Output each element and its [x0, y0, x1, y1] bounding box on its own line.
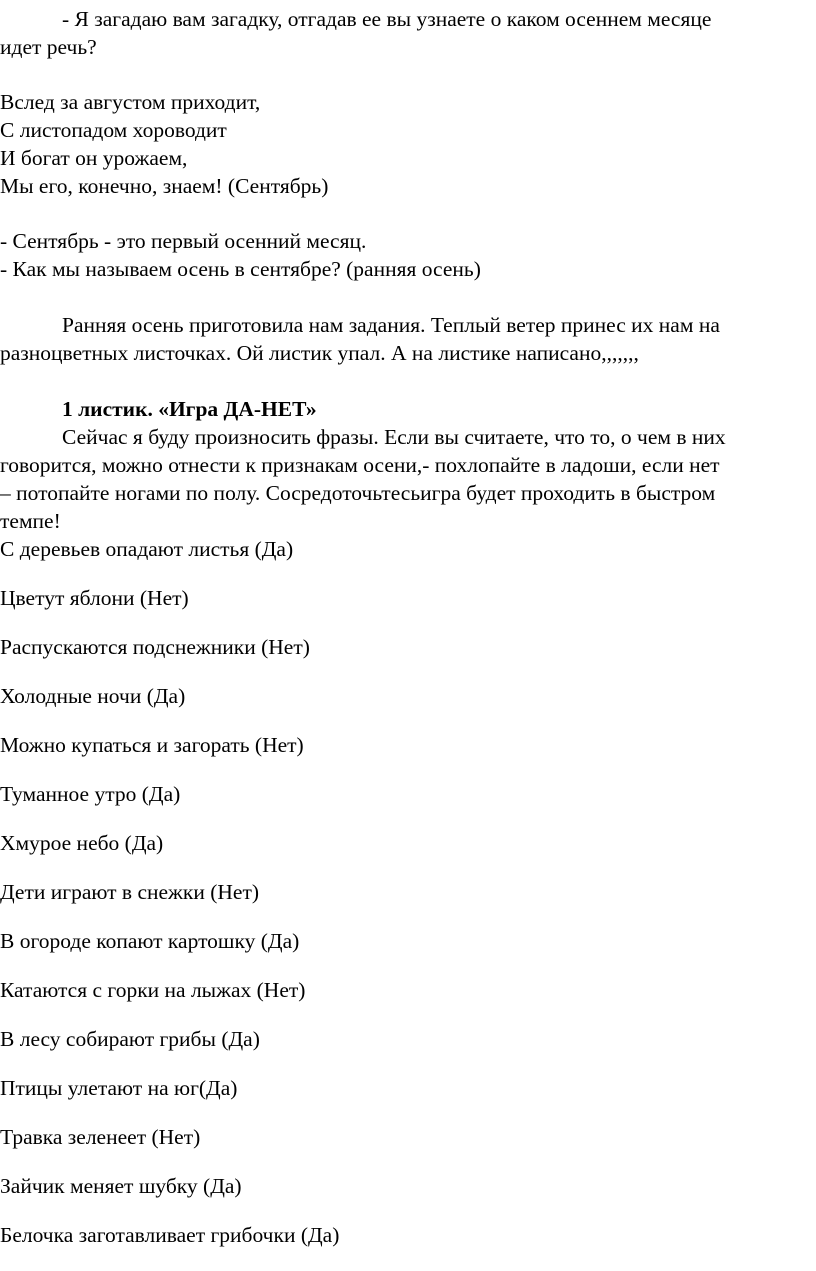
statement-item: Птицы улетают на юг(Да) [0, 1076, 238, 1100]
paragraph-line-2: разноцветных листочках. Ой листик упал. А на листике написано,,,,,,, [0, 341, 639, 365]
statement-item: Белочка заготавливает грибочки (Да) [0, 1223, 340, 1247]
statement-item: Катаются с горки на лыжах (Нет) [0, 978, 306, 1002]
game-instructions-line-3: – потопайте ногами по полу. Сосредоточьтесьигра будет проходить в быстром [0, 481, 716, 505]
game-heading: 1 листик. «Игра ДА-НЕТ» [62, 397, 317, 421]
statement-item: Травка зеленеет (Нет) [0, 1125, 201, 1149]
riddle-line-2: С листопадом хороводит [0, 118, 227, 142]
game-instructions-line-4: темпе! [0, 509, 61, 533]
game-instructions-line-1: Сейчас я буду произносить фразы. Если вы считаете, что то, о чем в них [62, 425, 726, 449]
intro-line-1: - Я загадаю вам загадку, отгадав ее вы узнаете о каком осеннем месяце [62, 7, 712, 31]
intro-line-2: идет речь? [0, 35, 97, 59]
statement-item: Зайчик меняет шубку (Да) [0, 1174, 242, 1198]
riddle-line-4: Мы его, конечно, знаем! (Сентябрь) [0, 174, 329, 198]
game-instructions-line-2: говорится, можно отнести к признакам осени,- похлопайте в ладоши, если нет [0, 453, 720, 477]
statement-item: В огороде копают картошку (Да) [0, 929, 300, 953]
statement-item: С деревьев опадают листья (Да) [0, 537, 294, 561]
paragraph-line-1: Ранняя осень приготовила нам задания. Теплый ветер принес их нам на [62, 313, 720, 337]
statement-item: Можно купаться и загорать (Нет) [0, 733, 304, 757]
statement-item: Холодные ночи (Да) [0, 684, 186, 708]
riddle-line-3: И богат он урожаем, [0, 146, 188, 170]
riddle-line-1: Вслед за августом приходит, [0, 90, 261, 114]
statement-item: Цветут яблони (Нет) [0, 586, 189, 610]
statement-item: Туманное утро (Да) [0, 782, 181, 806]
statement-item: В лесу собирают грибы (Да) [0, 1027, 260, 1051]
statement-item: Хмурое небо (Да) [0, 831, 164, 855]
statement-item: Распускаются подснежники (Нет) [0, 635, 310, 659]
dialogue-line-1: - Сентябрь - это первый осенний месяц. [0, 229, 367, 253]
statement-item: Дети играют в снежки (Нет) [0, 880, 259, 904]
dialogue-line-2: - Как мы называем осень в сентябре? (ранняя осень) [0, 257, 481, 281]
